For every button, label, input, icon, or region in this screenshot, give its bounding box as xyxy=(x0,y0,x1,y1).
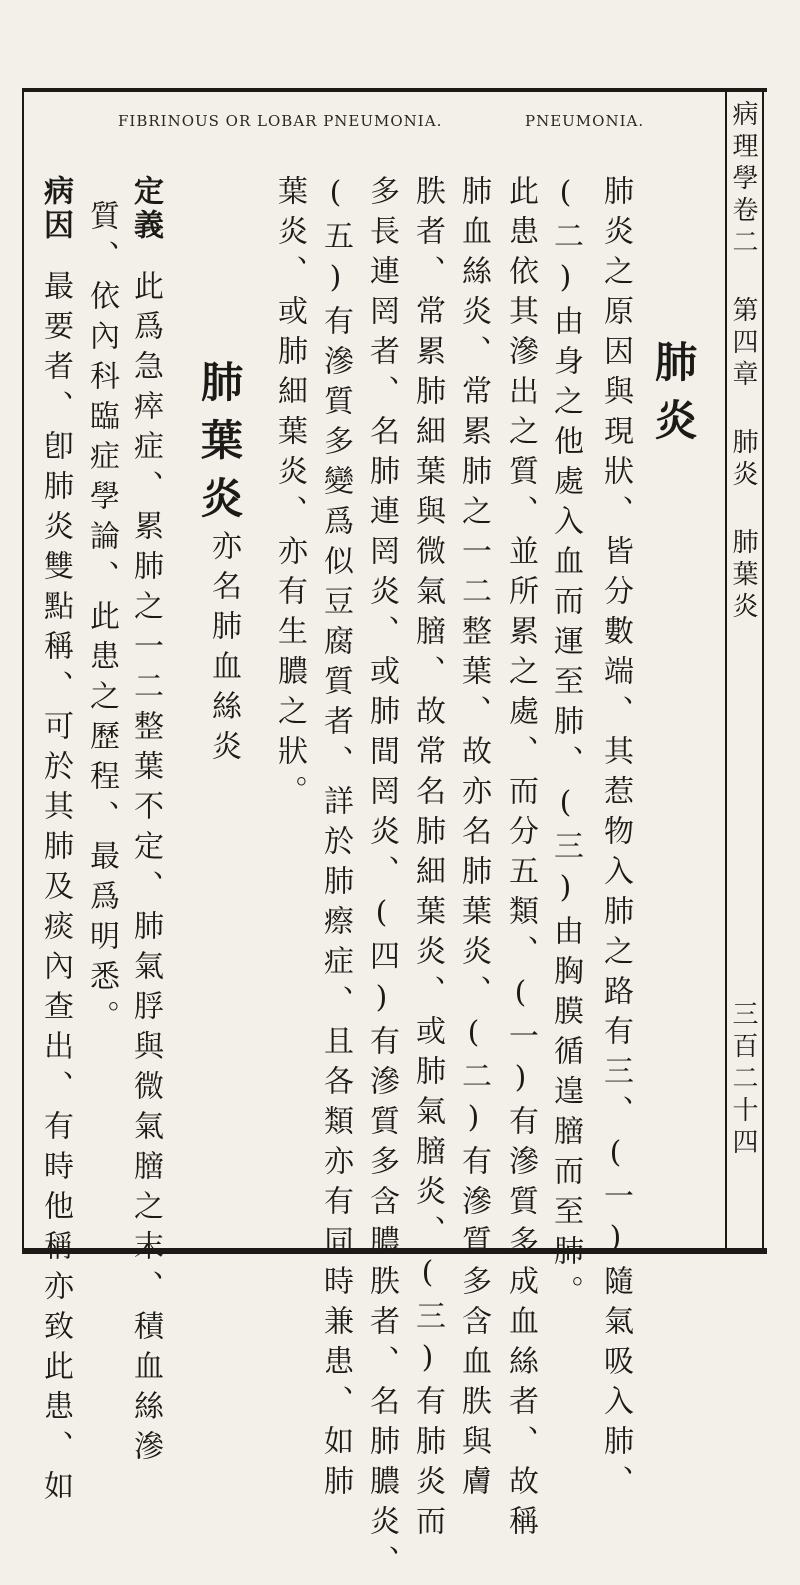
section-title: 肺炎 xyxy=(649,340,698,456)
definition-text-1: 此爲急瘁症、累肺之一二整葉不定、肺氣脬與微氣膪之末、積血絲滲 xyxy=(128,270,163,1470)
page-number: 三百二十四 xyxy=(728,1000,758,1160)
body-column-5: 胅者、常累肺細葉與微氣膪、故常名肺細葉炎、或肺氣膪炎、(三)有肺炎而 xyxy=(410,175,445,1545)
top-rule xyxy=(22,88,767,92)
side-running-title: 病理學卷二 第四章 肺炎 肺葉炎 xyxy=(728,100,758,624)
subsection-title: 肺葉炎 xyxy=(195,360,244,534)
english-running-head-right: PNEUMONIA. xyxy=(525,112,645,130)
body-column-6: 多長連罔者、名肺連罔炎、或肺間罔炎、(四)有滲質多含膿胅者、名肺膿炎、 xyxy=(364,175,399,1585)
body-column-1: 肺炎之原因與現狀、皆分數端、其惹物入肺之路有三、(一)隨氣吸入肺、 xyxy=(598,175,633,1505)
definition-text-2: 質、依內科臨症學論、此患之歷程、最爲明悉。 xyxy=(84,200,119,1040)
english-running-head-left: FIBRINOUS OR LOBAR PNEUMONIA. xyxy=(118,112,443,130)
left-rule xyxy=(22,88,24,1254)
body-column-7: (五)有滲質多變爲似豆腐質者、詳於肺瘵症、且各類亦有同時兼患、如肺 xyxy=(318,175,353,1505)
body-column-2: (二)由身之他處入血而運至肺、(三)由胸膜循遑膪而至肺。 xyxy=(548,175,583,1315)
body-column-4: 肺血絲炎、常累肺之一二整葉、故亦名肺葉炎、(二)有滲質多含血胅與膚 xyxy=(456,175,491,1505)
right-rule xyxy=(725,88,727,1254)
body-column-3: 此患依其滲出之質、並所累之處、而分五類、(一)有滲質多成血絲者、故稱 xyxy=(503,175,538,1545)
subsection-alias: 亦名肺血絲炎 xyxy=(206,530,241,770)
etiology-text: 最要者、卽肺炎雙點稱、可於其肺及痰內查出、有時他稱亦致此患、如 xyxy=(38,270,73,1510)
etiology-term: 病因 xyxy=(38,175,73,243)
body-column-8: 葉炎、或肺細葉炎、亦有生膿之狀。 xyxy=(272,175,307,815)
margin-rule xyxy=(762,88,764,1254)
definition-term: 定義 xyxy=(128,175,163,243)
